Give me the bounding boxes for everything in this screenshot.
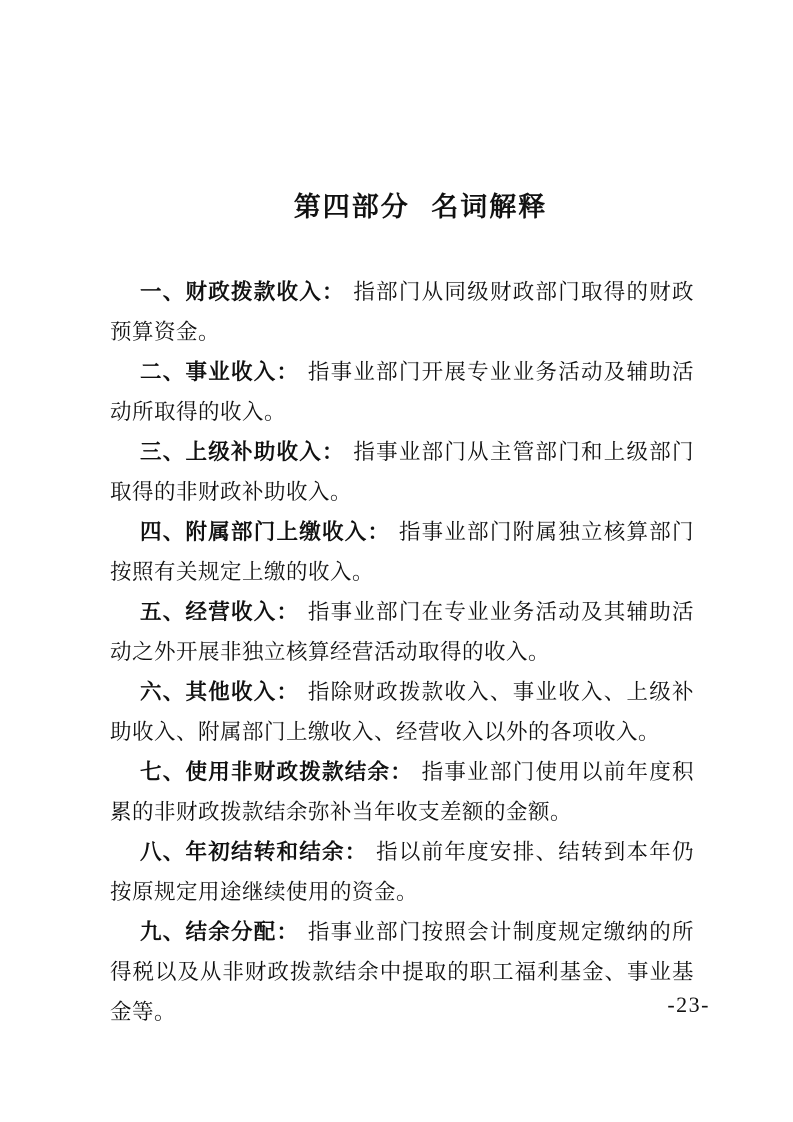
glossary-definition: 指事业部门按照会计制度规定缴纳的所得税以及从非财政拨款结余中提取的职工福利基金、事业基金等。	[110, 920, 694, 1024]
glossary-list	[110, 272, 694, 1032]
glossary-term: 五、经营收入：	[140, 600, 300, 624]
glossary-term: 七、使用非财政拨款结余：	[140, 760, 414, 784]
glossary-term: 二、事业收入：	[140, 360, 300, 384]
glossary-term: 六、其他收入：	[140, 680, 300, 704]
glossary-definition: 指部门从同级财政部门取得的财政预算资金。	[110, 280, 694, 344]
glossary-item	[110, 352, 694, 432]
glossary-definition: 指以前年度安排、结转到本年仍按原规定用途继续使用的资金。	[110, 840, 694, 904]
glossary-definition: 指事业部门在专业业务活动及其辅助活动之外开展非独立核算经营活动取得的收入。	[110, 600, 694, 664]
glossary-definition: 指事业部门开展专业业务活动及辅助活动所取得的收入。	[110, 360, 694, 424]
glossary-term: 一、财政拨款收入：	[140, 280, 345, 304]
glossary-term: 三、上级补助收入：	[140, 440, 345, 464]
glossary-term: 八、年初结转和结余：	[140, 840, 368, 864]
glossary-definition: 指事业部门从主管部门和上级部门取得的非财政补助收入。	[110, 440, 694, 504]
glossary-item	[110, 912, 694, 1032]
glossary-definition: 指除财政拨款收入、事业收入、上级补助收入、附属部门上缴收入、经营收入以外的各项收入。	[110, 680, 694, 744]
page-number: -23-	[667, 992, 710, 1017]
glossary-item	[110, 752, 694, 832]
glossary-item	[110, 592, 694, 672]
glossary-definition: 指事业部门附属独立核算部门按照有关规定上缴的收入。	[110, 520, 694, 584]
glossary-definition: 指事业部门使用以前年度积累的非财政拨款结余弥补当年收支差额的金额。	[110, 760, 694, 824]
glossary-term: 九、结余分配：	[140, 920, 300, 944]
glossary-item	[110, 272, 694, 352]
glossary-item	[110, 512, 694, 592]
glossary-item	[110, 672, 694, 752]
glossary-item	[110, 432, 694, 512]
page-title: 第四部分 名词解释	[293, 192, 548, 222]
glossary-term: 四、附属部门上缴收入：	[140, 520, 391, 544]
glossary-item	[110, 832, 694, 912]
